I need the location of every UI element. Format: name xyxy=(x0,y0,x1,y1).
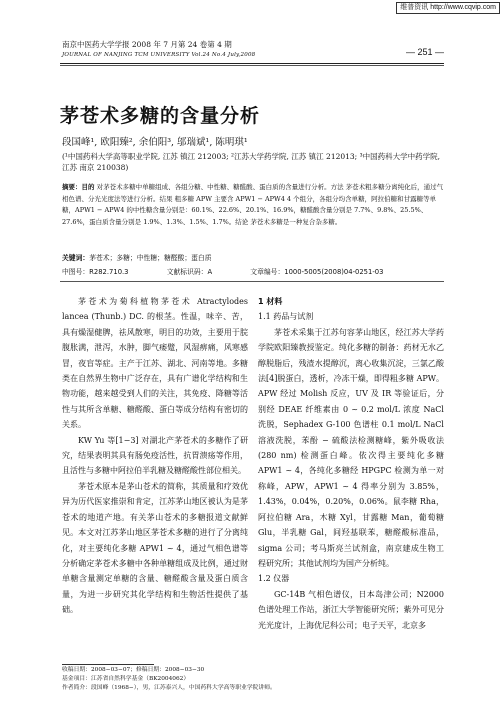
doc-code: 文献标识码：A xyxy=(166,268,213,276)
journal-title-cn: 南京中医药大学学报 2008 年 7 月第 24 卷第 4 期 xyxy=(62,40,232,49)
body-rule xyxy=(60,281,444,282)
footnote-fund: 基金项目：江苏省自然科学基金（BK2004062） xyxy=(62,676,190,682)
journal-header xyxy=(62,40,255,60)
intro-paragraph-2: KW Yu 等[1−3] 对湖北产茅苍术的多糖作了研究，结果表明其具有肠免疫活性，抗胃溃疡等作用，且活性与多糖中阿拉伯半乳糖及糖醛酸性部位相关。 xyxy=(62,435,248,476)
subsection-heading-reagents: 1.1 药品与试剂 xyxy=(258,312,314,322)
instruments-paragraph: GC-14B 气相色谱仪，日本岛津公司；N2000 色谱处理工作站，浙江大学智能研究所；紫外可见分光光度计，上海优尼科公司；电子天平，北京多 xyxy=(258,589,444,630)
affiliation: (¹中国药科大学高等职业学院, 江苏 镇江 212003; ²江苏大学药学院, 江苏 镇江 212013; ³中国药科大学中药学院, 江苏 南京 210038) xyxy=(62,152,440,172)
page-number: — 251 — xyxy=(405,47,444,57)
header-rule xyxy=(60,63,444,64)
footnote-received: 收稿日期：2008−03−07；修稿日期：2008−03−30 xyxy=(62,667,205,673)
footnotes xyxy=(62,666,444,693)
article-title: 茅苍术多糖的含量分析 xyxy=(60,105,261,127)
journal-title-en: JOURNAL OF NANJING TCM UNIVERSITY Vol.24 No.4 July,2008 xyxy=(62,52,256,58)
keywords-label: 关键词： xyxy=(62,254,90,262)
keywords xyxy=(62,252,444,262)
header-rule-thin xyxy=(60,65,444,66)
classification xyxy=(62,266,444,276)
intro-paragraph-1: 茅苍术为菊科植物茅苍术 Atractylodes lancea (Thunb.) DC. 的根茎。性温，味辛、苦，具有燥湿健脾，祛风散寒，明目的功效，主要用于脘腹胀满，泄泻，水肿，脚气痿躄，风湿痹痛，风寒感冒，夜盲等症。主产于江苏、湖北、河南等地。多糖类在自然界生物中广泛存在，具有广谱化学结构和生物功能，越来越受到人们的关注，其免疫、降糖等活性与其所含单糖、糖醛酸、蛋白等成分结构有密切的关系。 xyxy=(62,297,248,430)
abstract-label: 摘要：目的 xyxy=(62,183,95,191)
keywords-text: 茅苍术；多糖；中性糖；糖醛酸；蛋白质 xyxy=(89,254,212,262)
authors: 段国峰¹, 欧阳臻², 余伯阳³, 邬瑞斌¹, 陈明琪¹ xyxy=(62,137,248,148)
footnote-rule xyxy=(62,664,154,665)
subsection-heading-instruments: 1.2 仪器 xyxy=(258,574,290,584)
materials-paragraph: 茅苍术采集于江苏句容茅山地区，经江苏大学药学院欧阳臻教授鉴定。纯化多糖的制备：药材无水乙醇脱脂后，残渣水提醇沉，离心收集沉淀，三氯乙酸法[4]脱蛋白，透析，冷冻干燥，即得粗多糖 APW。APW 经过 Molish 反应，UV 及 IR 等验证后，分别经 DEAE 纤维素由 0 ~ 0.2 mol/L 浓度 NaCl 洗脱，Sephadex G-100 色谱柱 0.1 mol/L NaCl 溶液洗脱，苯酚 − 硫酸法检测糖峰，紫外吸收法 (280 nm) 检测蛋白峰。依次得主要纯化多糖 APW1 ~ 4，各纯化多糖经 HPGPC 检测为单一对称峰，APW，APW1 ~ 4 得率分别为 3.85%，1.43%，0.04%，0.20%，0.06%。鼠李糖 Rha，阿拉伯糖 Ara，木糖 Xyl，甘露糖 Man，葡萄糖 Glu，半乳糖 Gal，间羟基联苯，糖醛酸标准品，sigma 公司；考马斯亮兰试剂盒，南京建成生物工程研究所；其他试剂均为国产分析纯。 xyxy=(258,327,444,568)
right-column xyxy=(258,294,444,633)
clc-number: 中图号：R282.710.3 xyxy=(62,268,129,276)
article-number: 文章编号：1000-5005(2008)04-0251-03 xyxy=(250,268,384,276)
intro-paragraph-3: 茅苍术原本是茅山苍术的简称，其质量和疗效优异为历代医家推崇和肯定，江苏茅山地区被认为是茅苍术的地道产地。有关茅山苍术的多糖报道文献鲜见。本文对江苏茅山地区茅苍术多糖的进行了分离纯化，对主要纯化多糖 APW1 ~ 4，通过气相色谱等分析确定茅苍术多糖中各种单糖组成及比例，通过财单糖含量测定单糖的含量、糖醛酸含量及蛋白质含量，为进一步研究其化学结构和生物活性提供了基础。 xyxy=(62,481,248,615)
left-column xyxy=(62,294,248,618)
section-heading-materials: 1 材料 xyxy=(258,297,283,306)
abstract xyxy=(62,182,444,228)
footnote-author: 作者简介：段国峰（1968−），男，江苏泰兴人，中国药科大学高等职业学院讲师。 xyxy=(62,685,276,691)
abstract-text: 对茅苍术多糖中单糖组成、各组分糖、中性糖、糖醛酸、蛋白质的含量进行分析。方法 茅苍术粗多糖分离纯化后，通过气相色谱、分光光度法等进行分析。结果 粗多糖 APW 主要含 APW1 − APW4 4 个组分，各组分均含单糖，阿拉伯糖和甘露糖等单糖，APW1 − APW4 的中性糖含量分别是：60.1%、22.6%、20.1%、16.9%，糖醛酸含量分别是 7.7%、9.8%、25.5%、27.6%，蛋白质含量分别是 1.9%、1.3%、1.5%、1.7%。结论 茅苍术多糖是一种复合杂多糖。 xyxy=(62,183,444,226)
watermark: 维普资讯 http://www.cqvip.com xyxy=(396,2,500,14)
